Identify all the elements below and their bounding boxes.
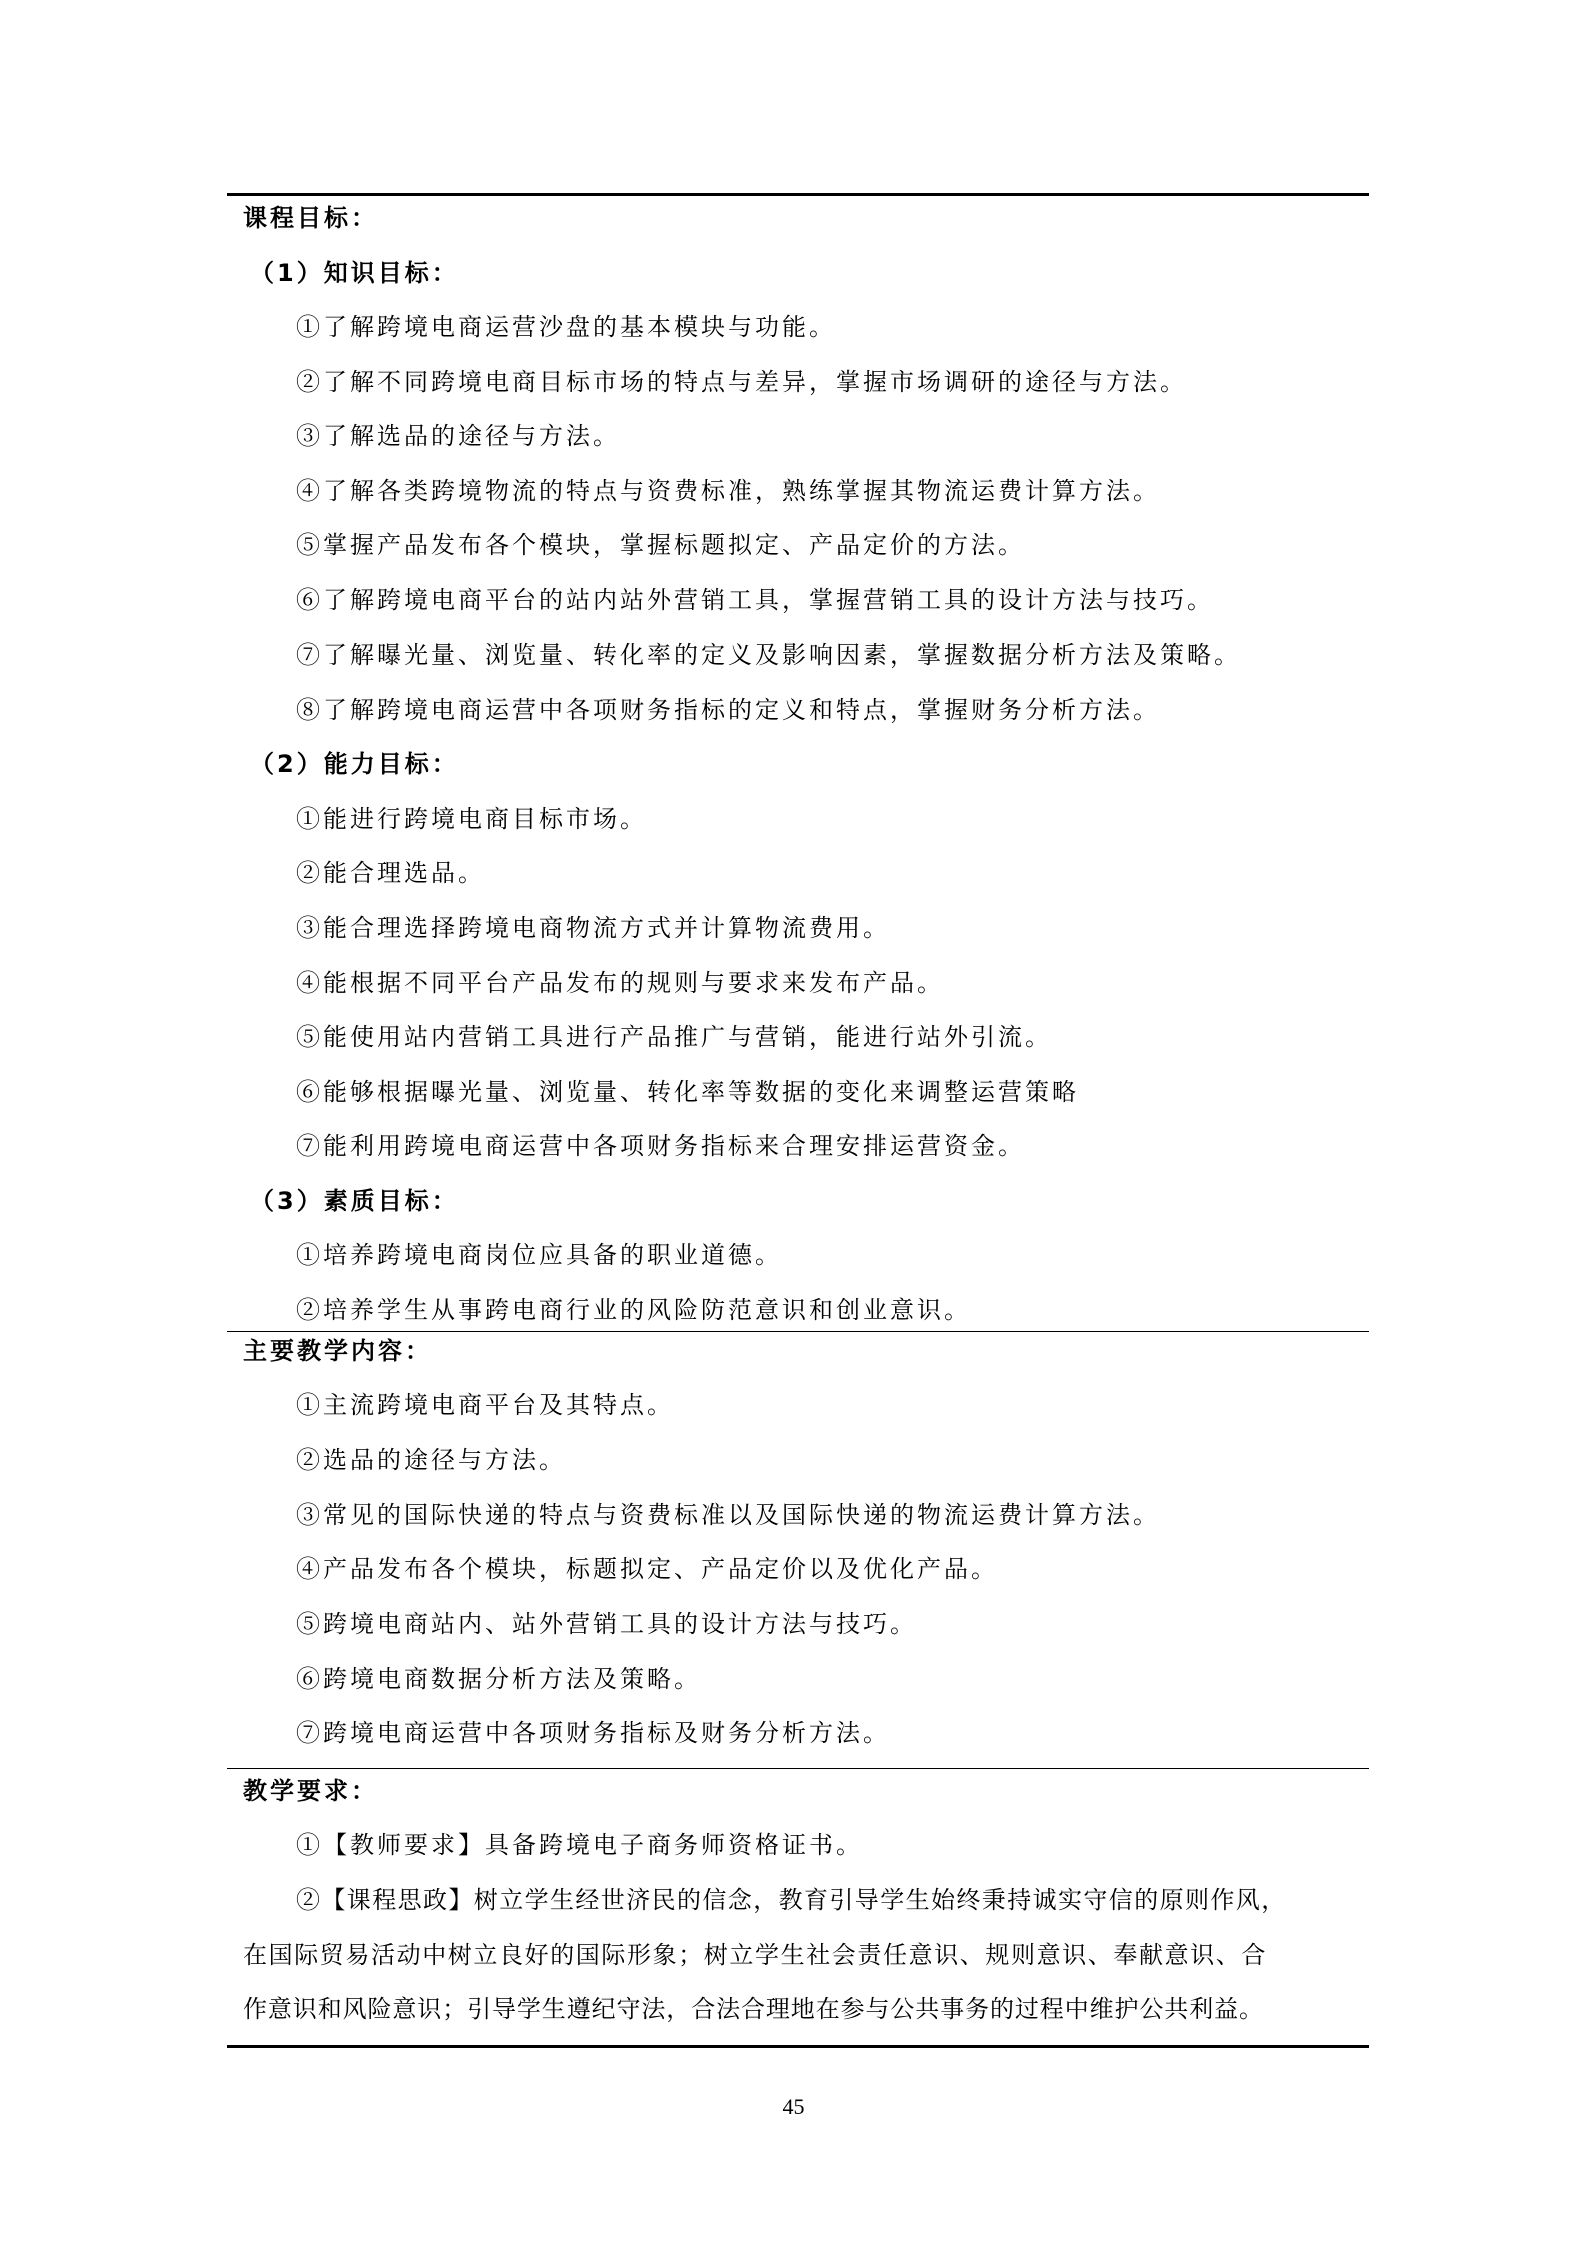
knowledge-goal-4: ④了解各类跨境物流的特点与资费标准，熟练掌握其物流运费计算方法。 [296,477,1160,505]
knowledge-goal-7: ⑦了解曝光量、浏览量、转化率的定义及影响因素，掌握数据分析方法及策略。 [296,641,1241,669]
ability-goals-heading: （2）能力目标： [250,750,459,778]
quality-goal-2: ②培养学生从事跨电商行业的风险防范意识和创业意识。 [296,1296,971,1324]
ability-goal-5: ⑤能使用站内营销工具进行产品推广与营销，能进行站外引流。 [296,1023,1052,1051]
content-item-1: ①主流跨境电商平台及其特点。 [296,1391,674,1419]
content-item-5: ⑤跨境电商站内、站外营销工具的设计方法与技巧。 [296,1610,917,1638]
content-item-7: ⑦跨境电商运营中各项财务指标及财务分析方法。 [296,1719,890,1747]
knowledge-goal-3: ③了解选品的途径与方法。 [296,422,620,450]
ability-goal-3: ③能合理选择跨境电商物流方式并计算物流费用。 [296,914,890,942]
knowledge-goal-5: ⑤掌握产品发布各个模块，掌握标题拟定、产品定价的方法。 [296,531,1025,559]
content-item-2: ②选品的途径与方法。 [296,1446,566,1474]
table-bottom-rule [227,2045,1369,2048]
knowledge-goal-2: ②了解不同跨境电商目标市场的特点与差异，掌握市场调研的途径与方法。 [296,368,1187,396]
section-divider [227,1331,1369,1332]
ideology-line-2: 在国际贸易活动中树立良好的国际形象；树立学生社会责任意识、规则意识、奉献意识、合 [243,1941,1267,1969]
teacher-requirement: ①【教师要求】具备跨境电子商务师资格证书。 [296,1831,863,1859]
ability-goal-2: ②能合理选品。 [296,859,485,887]
quality-goals-heading: （3）素质目标： [250,1187,459,1215]
ability-goal-1: ①能进行跨境电商目标市场。 [296,805,647,833]
ability-goal-7: ⑦能利用跨境电商运营中各项财务指标来合理安排运营资金。 [296,1132,1025,1160]
ability-goal-6: ⑥能够根据曝光量、浏览量、转化率等数据的变化来调整运营策略 [296,1078,1079,1106]
ability-goal-4: ④能根据不同平台产品发布的规则与要求来发布产品。 [296,969,944,997]
knowledge-goal-6: ⑥了解跨境电商平台的站内站外营销工具，掌握营销工具的设计方法与技巧。 [296,586,1214,614]
ideology-line-3: 作意识和风险意识；引导学生遵纪守法，合法合理地在参与公共事务的过程中维护公共利益。 [243,1995,1264,2023]
quality-goal-1: ①培养跨境电商岗位应具备的职业道德。 [296,1241,782,1269]
knowledge-goal-1: ①了解跨境电商运营沙盘的基本模块与功能。 [296,313,836,341]
page-number: 45 [782,2094,805,2119]
content-item-6: ⑥跨境电商数据分析方法及策略。 [296,1665,701,1693]
ideology-line-1: ②【课程思政】树立学生经世济民的信念，教育引导学生始终秉持诚实守信的原则作风， [296,1886,1287,1914]
knowledge-goal-8: ⑧了解跨境电商运营中各项财务指标的定义和特点，掌握财务分析方法。 [296,696,1160,724]
knowledge-goals-heading: （1）知识目标： [250,259,459,287]
content-item-3: ③常见的国际快递的特点与资费标准以及国际快递的物流运费计算方法。 [296,1501,1160,1529]
content-item-4: ④产品发布各个模块，标题拟定、产品定价以及优化产品。 [296,1555,998,1583]
section-divider [227,1768,1369,1769]
requirements-heading: 教学要求： [243,1777,378,1805]
goals-heading: 课程目标： [243,204,378,232]
content-heading: 主要教学内容： [243,1337,432,1365]
table-top-rule [227,193,1369,196]
